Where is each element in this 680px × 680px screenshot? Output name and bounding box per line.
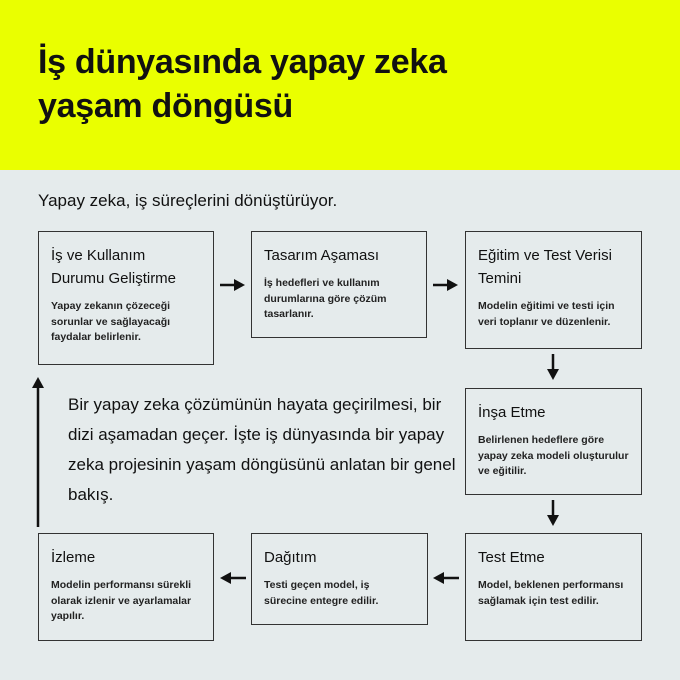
step-title: Dağıtım [264,549,317,566]
step-title: Tasarım Aşaması [264,247,380,264]
step-title: İzleme [51,549,96,566]
arrow-right-icon [220,279,245,291]
arrow-up-icon [32,377,44,527]
step-title: İş ve Kullanım Durumu Geliştirme [51,247,177,287]
lifecycle-description: Bir yapay zeka çözümünün hayata geçirilmesi, bir dizi aşamadan geçer. İşte iş dünyasında bir yapay zeka projesinin yaşam döngüsünü anlatan bir genel bakış. [68,395,456,504]
step-title: İnşa Etme [478,404,546,421]
step-description: Model, beklenen performansı sağlamak için test edilir. [478,579,624,607]
step-description: Yapay zekanın çözeceği sorunlar ve sağlayacağı faydalar belirlenir. [51,300,171,343]
step-description: Modelin eğitimi ve testi için veri toplanır ve düzenlenir. [478,300,615,328]
title-line-2: yaşam döngüsü [38,87,293,125]
title-line-1: İş dünyasında yapay zeka [38,43,447,81]
arrow-right-icon [433,279,458,291]
step-description: Belirlenen hedeflere göre yapay zeka modeli oluşturulur ve eğitilir. [478,434,629,477]
step-description: Testi geçen model, iş sürecine entegre edilir. [264,579,379,607]
step-description: Modelin performansı sürekli olarak izlenir ve ayarlamalar yapılır. [51,579,192,622]
subtitle: Yapay zeka, iş süreçlerini dönüştürüyor. [38,191,338,210]
arrow-down-icon [547,354,559,380]
arrow-left-icon [220,572,246,584]
arrow-down-icon [547,500,559,526]
step-description: İş hedefleri ve kullanım durumlarına göre çözüm tasarlanır. [264,277,387,320]
arrow-left-icon [433,572,459,584]
step-title: Eğitim ve Test Verisi Temini [478,247,612,287]
step-title: Test Etme [478,549,545,566]
